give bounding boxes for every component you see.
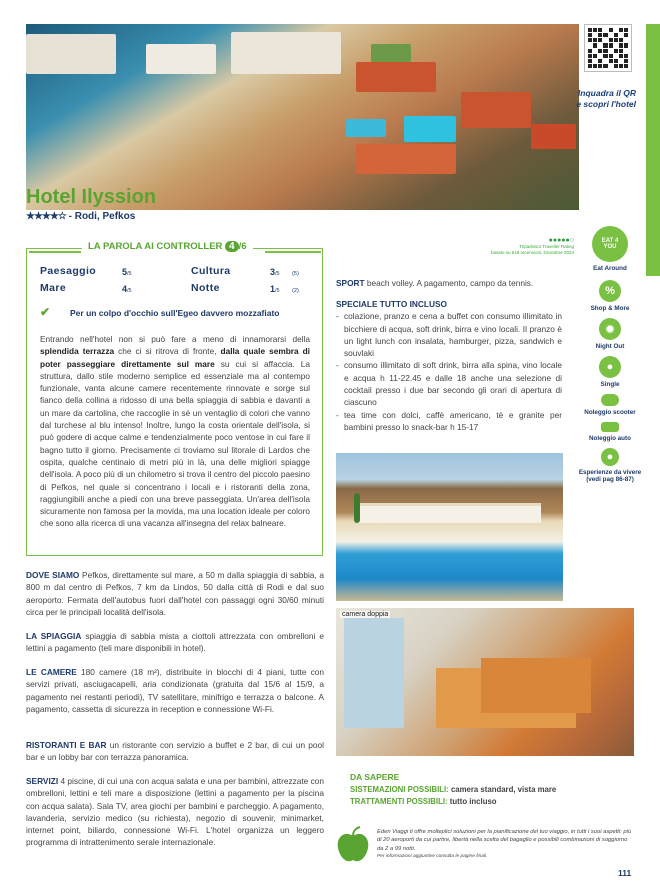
icons-column: [578, 226, 642, 483]
controller-score: 4: [225, 241, 239, 252]
rating-cultura: [191, 261, 231, 279]
eden-text: Eden Viaggi ti offre molteplici soluzioni per la pianificazione del tuo viaggio, in tutti i suoi aspetti: più di 20 aeroporti da cui partire, libertà nella scelta del bagaglio e possibili combinazioni di soggiorno da 2 a 99 notti.: [377, 829, 632, 852]
rating-score: [122, 262, 132, 280]
text: su cui si affaccia. La struttura, dallo stile moderno semplice ed essenziale ma al contempo funzionale, vanta alcune camere recentemente rinnovate e sorge sul fianco della collina a ridosso di una bella spiaggia di sabbia e davanti a un mare da cartolina, che raccoglie in sé un ventaglio di colori che vanno dal turchese al blu intenso! Inoltre, lungo la costa orientale dell'isola, si può godere di acque calme e tendenzialmente poco ventose in cui fare il bagno tutto il giorno. Precisamente ci troviamo sul litorale di Lardos che ospita, qualche centinaio di metri più in là, una delle migliori spiagge dell'isola. A poco più di un chilometro si trova il centro del piccolo paesino di Pefkos, nel quale si concentrano i locali e i ristoranti della zona, raggiungibili anche a piedi con una breve passeggiata. Un'area dell'isola sicuramente non famosa per la movida, ma una location ideale per coloro che sono alla ricerca di una vacanza all'insegna del relax balneare.: [40, 358, 310, 529]
section-camere: [26, 666, 324, 715]
experience-icon: ●: [601, 448, 619, 466]
text-bold: splendida terrazza: [40, 346, 115, 357]
value: tutto incluso: [447, 797, 497, 806]
list-item: - tea time con dolci, caffè americano, tè e granite per bambini presso lo snack-bar h 15-17: [336, 409, 562, 434]
rating-label: Mare: [40, 282, 67, 294]
rating-label: Paesaggio: [40, 265, 97, 277]
sistemazioni-line: [350, 785, 556, 794]
section-spiaggia: [26, 630, 324, 655]
section-text: 4 piscine, di cui una con acqua salata e una per bambini, attrezzate con ombrelloni, lettini e teli mare a disposizione (lettini a pagamento per la piscina con acqua salata). Sala TV, area giochi per bambini e parcheggio. A pagamento, lavanderia, servizio medico (su richiesta), negozio di souvenir, minimarket, internet point, biliardo, connessione Wi-Fi. L'hotel organizza un leggero programma di intrattenimento serale internazionale.: [26, 776, 324, 848]
rating-max: /5: [127, 271, 132, 277]
rating-count: (5): [292, 271, 299, 277]
divider: [265, 251, 321, 253]
single-icon: ●: [599, 356, 621, 378]
section-dove-siamo: [26, 569, 324, 618]
section-heading: LA SPIAGGIA: [26, 631, 82, 641]
rating-mare: [40, 278, 66, 296]
controller-heading-text: LA PAROLA AI CONTROLLER: [88, 241, 223, 252]
rating-paesaggio: [40, 261, 96, 279]
section-heading: DOVE SIAMO: [26, 570, 80, 580]
rating-count: (2): [292, 288, 299, 294]
icon-label: Eat Around: [593, 265, 627, 272]
rating-value: 1: [270, 284, 276, 294]
section-text: 180 camere (18 m²), distribuite in blocchi di 4 piani, tutte con servizi privati, asciugacapelli, aria condizionata (gratuita dal 15/6 al 15/9, a pagamento nei restanti periodi), TV satellitare, minifrigo e terrazza o balcone. A pagamento, cassetta di sicurezza in reception e connessione Wi-Fi.: [26, 667, 324, 714]
page-number: 111: [618, 868, 632, 878]
photo-caption: camera doppia: [342, 611, 389, 618]
controller-heading: [82, 241, 253, 252]
shop-more-icon: %: [599, 280, 621, 302]
hotel-subtitle: ★★★★☆ - Rodi, Pefkos: [26, 211, 136, 222]
pool-photo: [336, 453, 563, 601]
controller-text: [40, 333, 310, 530]
scooter-icon: [601, 394, 619, 406]
eat-around-icon: EAT 4 YOU: [601, 238, 619, 250]
da-sapere-heading: DA SAPERE: [350, 772, 400, 782]
label: SISTEMAZIONI POSSIBILI:: [350, 785, 449, 794]
icon-label: Noleggio scooter: [584, 409, 636, 416]
text-bold: dalla quale sembra di poter passeggiare direttamente sul mare: [40, 346, 310, 369]
controller-quote: Per un colpo d'occhio sull'Egeo davvero mozzafiato: [70, 308, 280, 318]
room-photo: [336, 608, 634, 756]
car-icon: [601, 422, 619, 432]
hotel-aerial-photo: [26, 24, 579, 210]
apple-logo-icon: [336, 826, 370, 864]
rating-value: 3: [270, 267, 276, 277]
icon-label: Noleggio auto: [589, 435, 631, 442]
eden-footnote: Per informazioni aggiuntive consulta le pagine finali.: [377, 853, 488, 859]
qr-caption: Inquadra il QR e scopri l'hotel: [576, 88, 636, 109]
rating-label: Notte: [191, 282, 220, 294]
section-heading: SPECIALE TUTTO INCLUSO: [336, 299, 447, 309]
qr-code[interactable]: [584, 24, 632, 72]
text: Entrando nell'hotel non si può fare a meno di innamorarsi della: [40, 334, 310, 344]
night-out-icon: ✹: [599, 318, 621, 340]
tripadvisor-label: Tripadvisor Traveller Rating: [519, 244, 574, 249]
section-heading: RISTORANTI E BAR: [26, 740, 107, 750]
eat-around-badge: [592, 226, 628, 262]
list-item: - consumo illimitato di soft drink, birra alla spina, vino locale e acqua h 11-22.45 e dalle 18 anche una selezione di cocktail presso i due bar secondo gli orari di apertura di ciascuno: [336, 359, 562, 408]
controller-score-suffix: /6: [238, 241, 247, 252]
hotel-location: Rodi, Pefkos: [74, 211, 136, 222]
section-speciale: [336, 298, 562, 433]
green-side-bar: [646, 24, 660, 276]
rating-score: [270, 279, 299, 297]
value: camera standard, vista mare: [448, 785, 557, 794]
rating-max: /5: [275, 271, 280, 277]
da-sapere: [350, 772, 556, 806]
section-heading: SERVIZI: [26, 776, 59, 786]
tripadvisor-reviews: basato su 618 recensioni, Dicembre 2024: [490, 250, 574, 255]
rating-score: [122, 279, 132, 297]
trattamenti-line: [350, 797, 556, 806]
tripadvisor-rating: [470, 238, 574, 256]
speciale-list: [336, 310, 562, 433]
tripadvisor-logo: ●●●●●○: [548, 237, 574, 244]
section-text: Pefkos, direttamente sul mare, a 50 m dalla spiaggia di sabbia, a 800 m dal centro di Pefkos, 7 km da Lindos, 50 dalla città di Rodi e dal suo aeroporto. Fermata dell'autobus fuori dall'hotel con passaggi ogni 30/60 minuti circa per le principali località dell'isola.: [26, 570, 324, 617]
hotel-title: Hotel Ilyssion: [26, 186, 157, 208]
icon-label: Night Out: [595, 343, 625, 350]
rating-notte: [191, 278, 220, 296]
rating-score: [270, 262, 299, 280]
divider: [29, 251, 81, 253]
section-text: beach volley. A pagamento, campo da tennis.: [364, 278, 534, 288]
icon-label: Single: [600, 381, 620, 388]
icon-label: Esperienze da vivere (vedi pag 86-87): [578, 469, 642, 483]
label: TRATTAMENTI POSSIBILI:: [350, 797, 448, 806]
section-text: spiaggia di sabbia mista a ciottoli attrezzata con ombrelloni e lettini a pagamento (teli mare disponibili in hotel).: [26, 631, 324, 654]
rating-value: 5: [122, 267, 128, 277]
check-icon: ✔: [40, 305, 51, 319]
section-heading: LE CAMERE: [26, 667, 77, 677]
text: che ci si ritrova di fronte,: [114, 346, 221, 357]
rating-max: /5: [275, 288, 280, 294]
section-sport: [336, 277, 562, 289]
rating-value: 4: [122, 284, 128, 294]
icon-label: Shop & More: [590, 305, 630, 312]
rating-label: Cultura: [191, 265, 231, 277]
section-text: un ristorante con servizio a buffet e 2 bar, di cui un pool bar e un lobby bar con terrazza panoramica.: [26, 740, 324, 763]
eden-note: [377, 828, 635, 861]
rating-max: /5: [127, 288, 132, 294]
section-heading: SPORT: [336, 278, 365, 288]
list-item: - colazione, pranzo e cena a buffet con consumo illimitato in bicchiere di acqua, soft drink, birra e vino locali. Il pranzo è un light lunch con insalata, hamburger, pizza, sandwich e souvlaki: [336, 310, 562, 359]
section-ristoranti: [26, 739, 324, 764]
star-rating: ★★★★☆: [26, 211, 66, 222]
section-servizi: [26, 775, 324, 849]
